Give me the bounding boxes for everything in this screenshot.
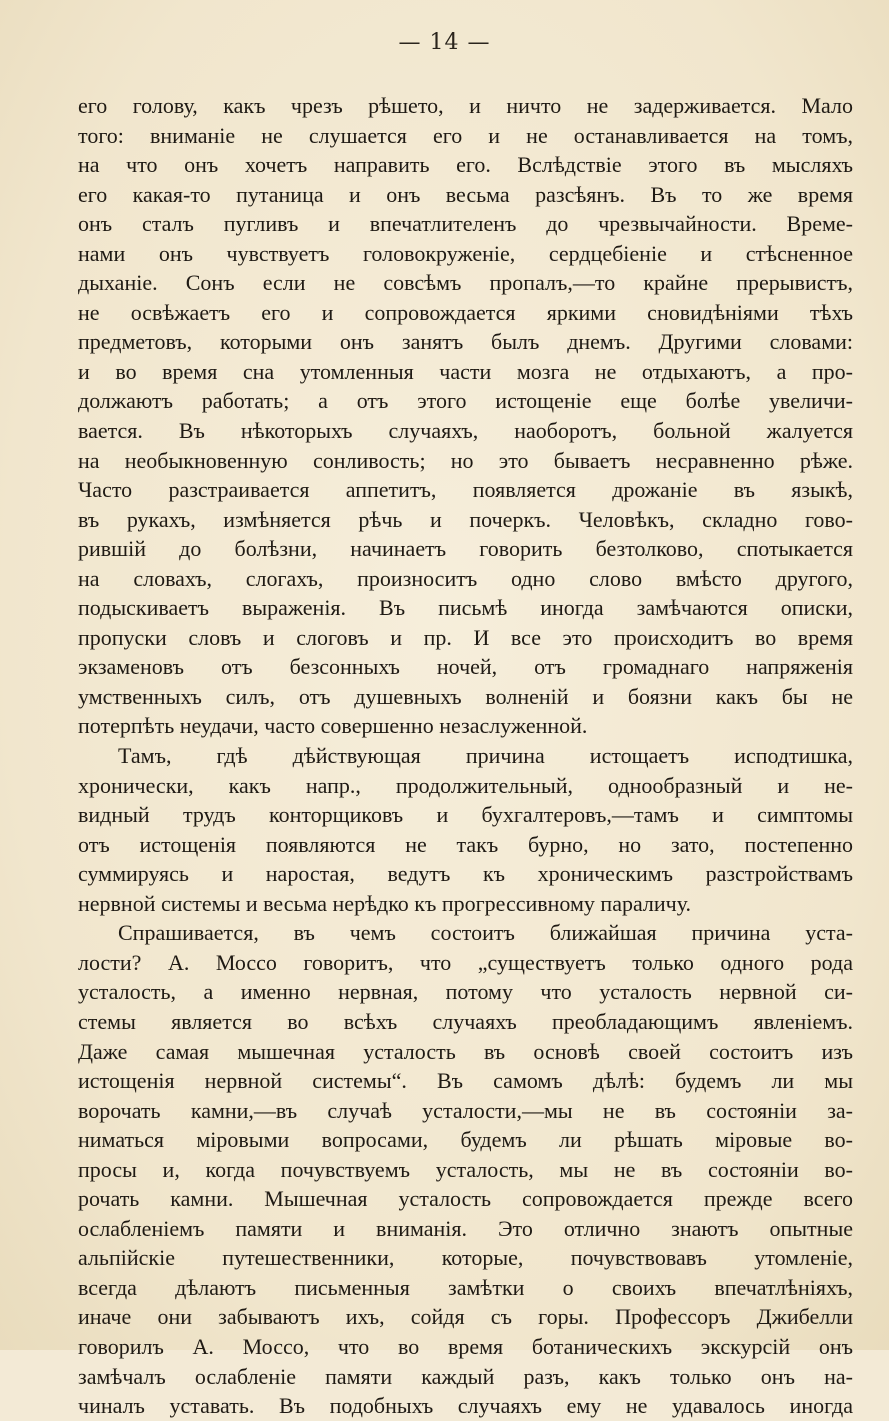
text-line: ворочать камни,—въ случаѣ усталости,—мы не въ состояніи за- [78, 1097, 853, 1123]
text-line: и во время сна утомленныя части мозга не отдыхаютъ, а про- [78, 358, 853, 384]
text-line: Спрашивается, въ чемъ состоитъ ближайшая причина уста- [118, 920, 853, 946]
text-line: не освѣжаетъ его и сопровождается яркими сновидѣніями тѣхъ [78, 299, 853, 325]
text-line: въ рукахъ, измѣняется рѣчь и почеркъ. Человѣкъ, складно гово- [78, 506, 853, 532]
text-line: замѣчалъ ослабленіе памяти каждый разъ, какъ только онъ на- [78, 1363, 853, 1389]
text-line: ослабленіемъ памяти и вниманія. Это отлично знаютъ опытные [78, 1215, 853, 1241]
text-line: лости? А. Моссо говоритъ, что „существуетъ только одного рода [78, 949, 853, 975]
text-line: умственныхъ силъ, отъ душевныхъ волненій и боязни какъ бы не [78, 683, 853, 709]
text-line: должаютъ работать; а отъ этого истощеніе еще болѣе увеличи- [78, 388, 853, 414]
text-line: потерпѣть неудачи, часто совершенно незаслуженной. [78, 713, 588, 739]
text-line: усталость, а именно нервная, потому что усталость нервной си- [78, 979, 853, 1005]
text-line: всегда дѣлаютъ письменныя замѣтки о своихъ впечатлѣніяхъ, [78, 1274, 853, 1300]
text-line: нервной системы и весьма нерѣдко къ прогрессивному параличу. [78, 890, 692, 916]
text-line: его голову, какъ чрезъ рѣшето, и ничто не задерживается. Мало [78, 93, 853, 118]
body-text [78, 91, 853, 1421]
text-line: суммируясь и наростая, ведутъ къ хроническимъ разстройствамъ [78, 861, 853, 887]
text-line: просы и, когда почувствуемъ усталость, мы не въ состояніи во- [78, 1156, 853, 1182]
text-line: дыханіе. Сонъ если не совсѣмъ пропалъ,—то крайне прерывистъ, [78, 270, 853, 296]
text-line: его какая-то путаница и онъ весьма разсѣянъ. Въ то же время [78, 181, 853, 207]
text-line: рившій до болѣзни, начинаетъ говорить безтолково, спотыкается [78, 536, 853, 562]
text-line: Даже самая мышечная усталость въ основѣ своей состоитъ изъ [78, 1038, 853, 1064]
text-line: на словахъ, слогахъ, произноситъ одно слово вмѣсто другого, [78, 565, 853, 591]
text-line: ниматься міровыми вопросами, будемъ ли рѣшать міровые во- [78, 1127, 853, 1153]
text-line: видный трудъ конторщиковъ и бухгалтеровъ,—тамъ и симптомы [78, 802, 853, 828]
text-line: стемы является во всѣхъ случаяхъ преобладающимъ явленіемъ. [78, 1008, 853, 1034]
text-line: иначе они забываютъ ихъ, сойдя съ горы. Профессоръ Джибелли [78, 1304, 853, 1330]
text-line: нами онъ чувствуетъ головокруженіе, сердцебіеніе и стѣсненное [78, 240, 853, 266]
text-line: чиналъ уставать. Въ подобныхъ случаяхъ ему не удавалось иногда [78, 1393, 853, 1419]
text-line: истощенія нервной системы“. Въ самомъ дѣлѣ: будемъ ли мы [78, 1068, 853, 1094]
text-line: подыскиваетъ выраженія. Въ письмѣ иногда замѣчаются описки, [78, 595, 853, 621]
text-line: хронически, какъ напр., продолжительный, однообразный и не- [78, 772, 853, 798]
page-number: — 14 — [398, 30, 491, 55]
text-line: онъ сталъ пугливъ и впечатлителенъ до чрезвычайности. Време- [78, 211, 853, 237]
text-line: того: вниманіе не слушается его и не останавливается на томъ, [78, 122, 853, 148]
text-line: на необыкновенную сонливость; но это бываетъ несравненно рѣже. [78, 447, 853, 473]
text-line: на что онъ хочетъ направить его. Вслѣдствіе этого въ мысляхъ [78, 152, 853, 178]
text-line: говорилъ А. Моссо, что во время ботаническихъ экскурсій онъ [78, 1333, 853, 1359]
text-line: предметовъ, которыми онъ занятъ былъ днемъ. Другими словами: [78, 329, 853, 355]
text-line: Часто разстраивается аппетитъ, появляется дрожаніе въ языкѣ, [78, 477, 853, 503]
text-line: альпійскіе путешественники, которые, почувствовавъ утомленіе, [78, 1245, 853, 1271]
text-line: вается. Въ нѣкоторыхъ случаяхъ, наоборотъ, больной жалуется [78, 418, 853, 444]
text-line: Тамъ, гдѣ дѣйствующая причина истощаетъ исподтишка, [118, 743, 853, 769]
text-line: отъ истощенія появляются не такъ бурно, но зато, постепенно [78, 831, 853, 857]
text-line: экзаменовъ отъ безсонныхъ ночей, отъ громаднаго напряженія [78, 654, 853, 680]
text-line: рочать камни. Мышечная усталость сопровождается прежде всего [78, 1186, 853, 1212]
text-line: пропуски словъ и слоговъ и пр. И все это происходитъ во время [78, 624, 853, 650]
